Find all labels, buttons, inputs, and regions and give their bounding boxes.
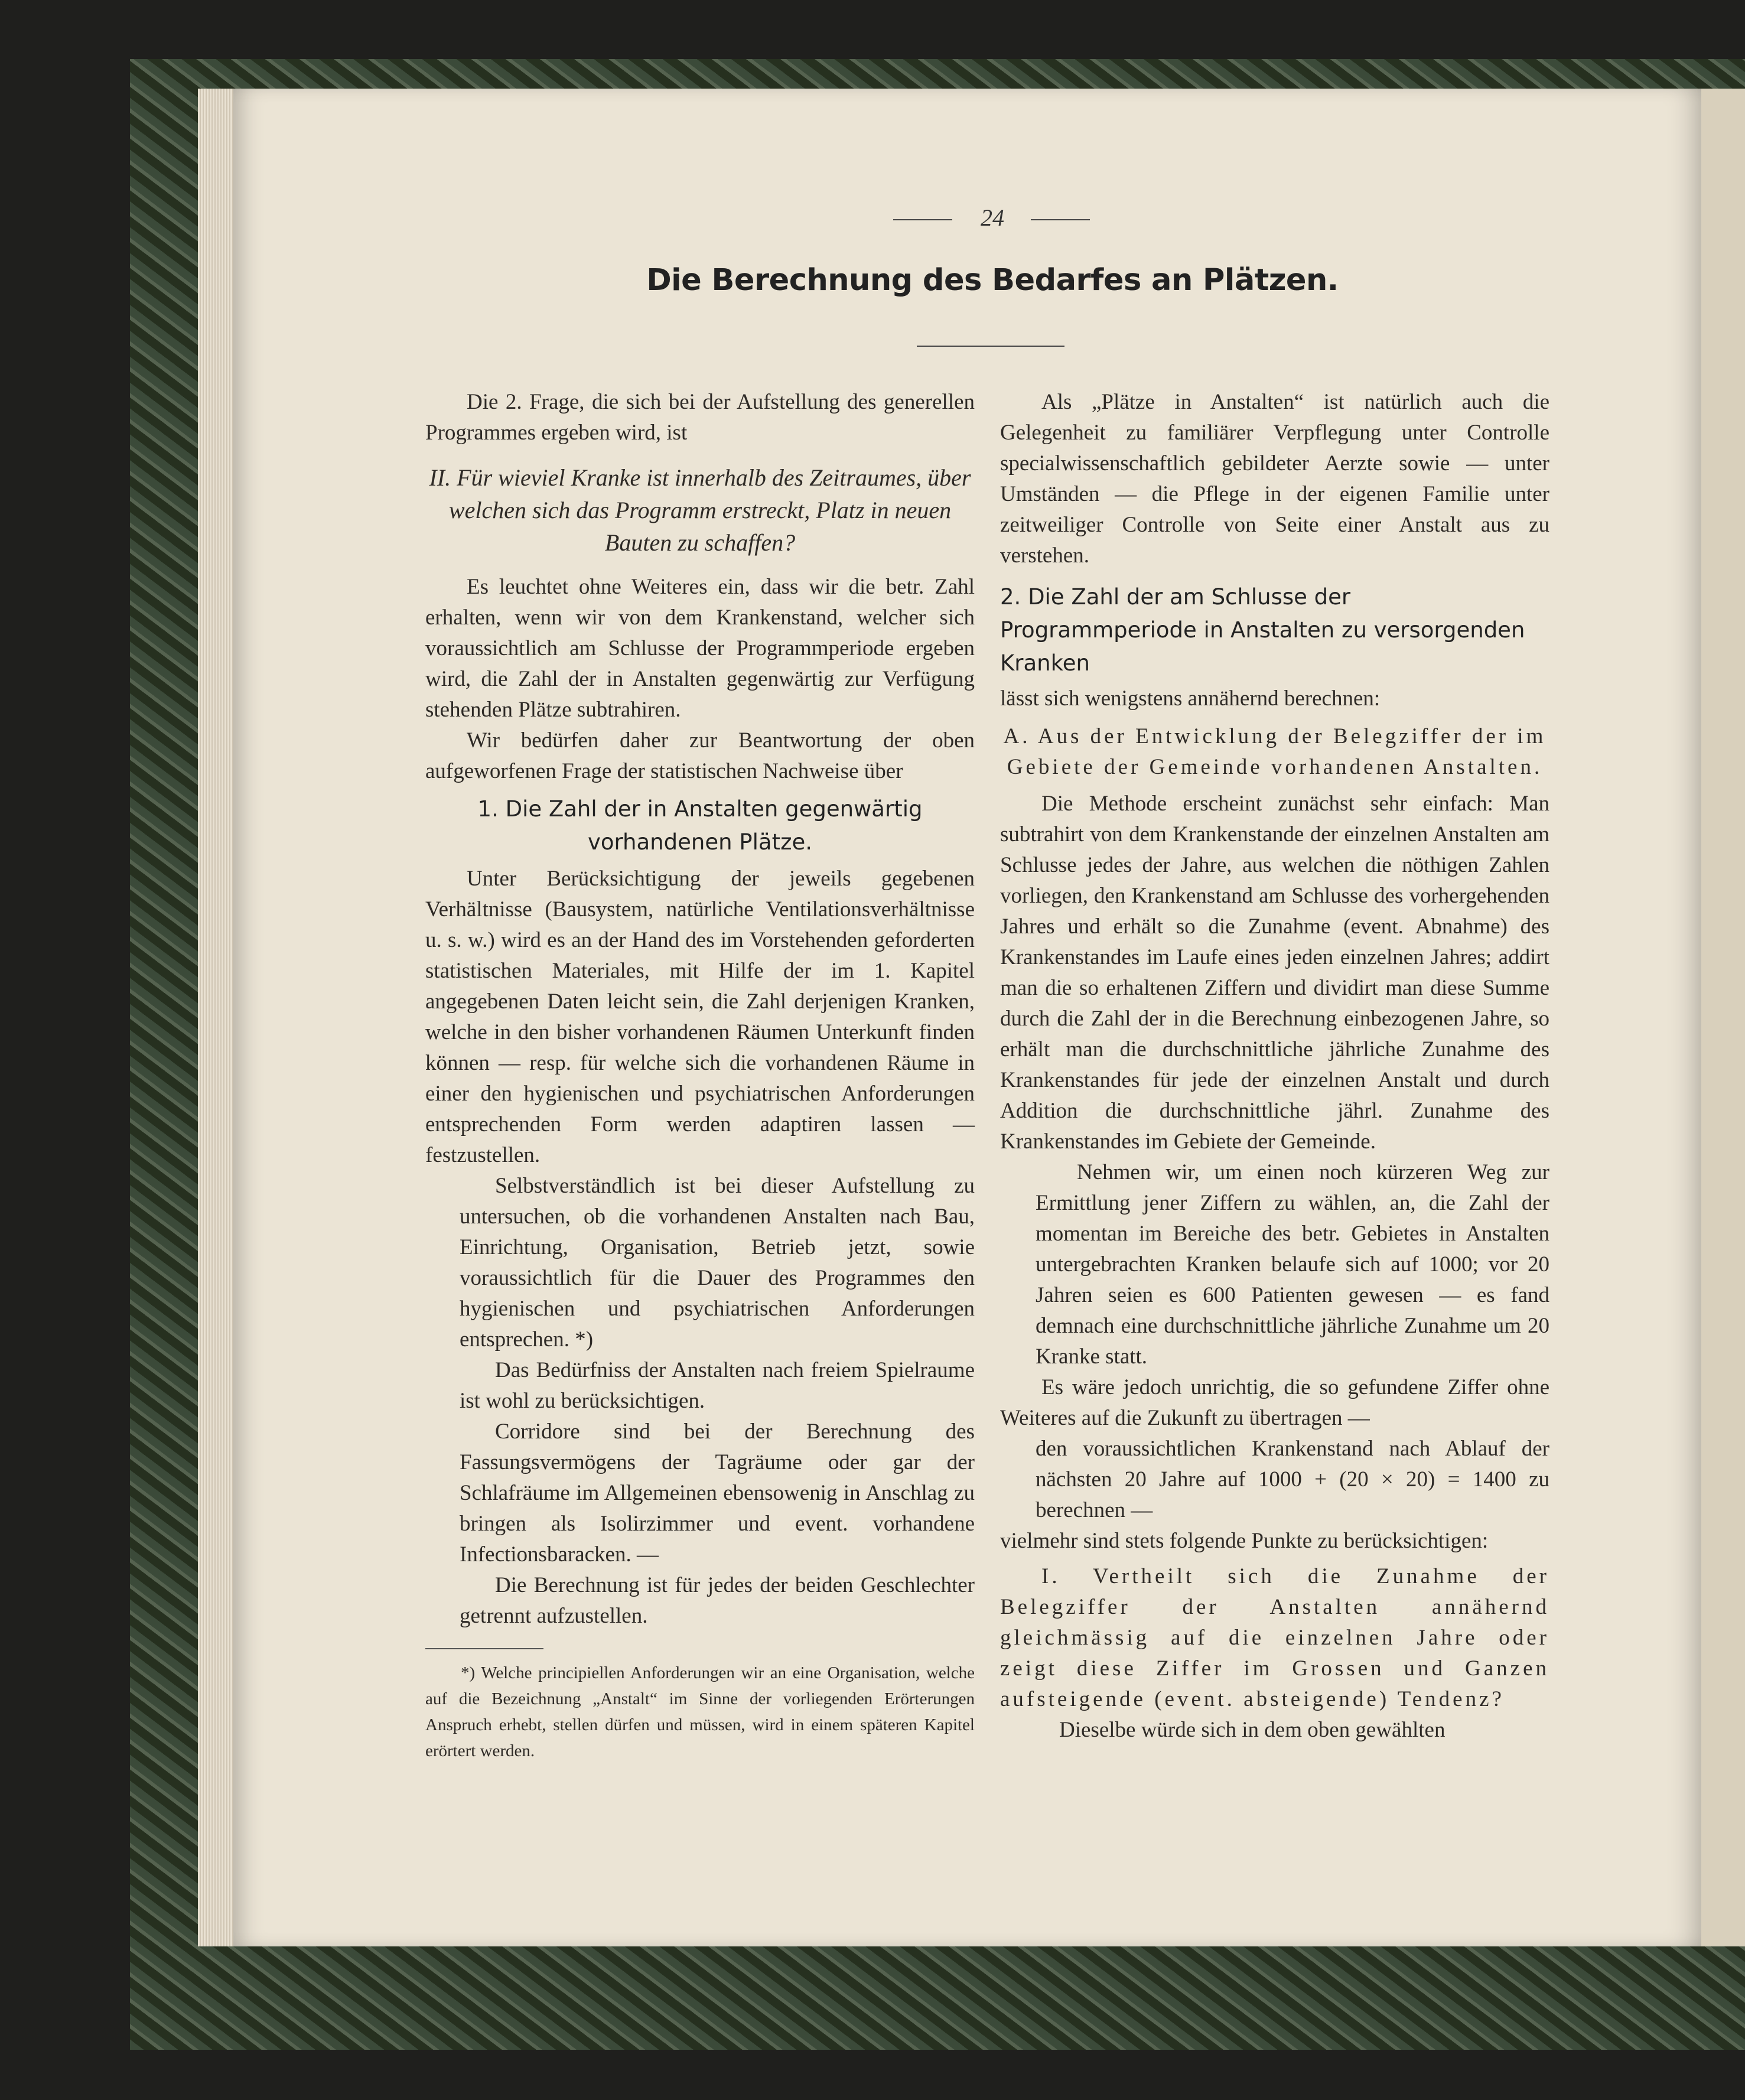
page-number: 24 — [981, 204, 1004, 231]
paragraph: Wir bedürfen daher zur Beantwortung der oben aufgeworfenen Frage der statistischen Nachweise über — [425, 728, 975, 783]
question-point-1: I. Vertheilt sich die Zunahme der Belegziffer der Anstalten annähernd gleichmässig auf die einzelnen Jahre oder zeigt diese Ziffer im Grossen und Ganzen aufsteigende (event. absteigende) Tendenz? — [1000, 1564, 1549, 1711]
left-column — [425, 387, 975, 1764]
paragraph: Dieselbe würde sich in dem oben gewählten — [1059, 1718, 1446, 1742]
section-heading-1: 1. Die Zahl der in Anstalten gegenwärtig vorhandenen Plätze. — [477, 796, 923, 855]
paragraph: Als „Plätze in Anstalten“ ist natürlich auch die Gelegenheit zu familiärer Verpflegung unter Controlle specialwissenschaftlich gebildeter Aerzte sowie — unter Umständen — die Pflege in der eigenen Familie unter zeitweiliger Controlle von Seite einer Anstalt aus zu verstehen. — [1000, 390, 1549, 568]
footnote-rule — [425, 1648, 543, 1649]
header-rule-right — [1031, 219, 1090, 220]
section-heading-2: 2. Die Zahl der am Schlusse der Programmperiode in Anstalten zu versorgenden Kranken — [1000, 584, 1525, 676]
paragraph: Es leuchtet ohne Weiteres ein, dass wir die betr. Zahl erhalten, wenn wir von dem Krankenstand, welcher sich voraussichtlich am Schlusse der Programmperiode ergeben wird, die Zahl der in Anstalten gegenwärtig zur Verfügung stehenden Plätze subtrahiren. — [425, 575, 975, 722]
indented-block — [425, 1171, 975, 1632]
paragraph: Corridore sind bei der Berechnung des Fassungsvermögens der Tagräume oder gar der Schlafräume im Allgemeinen ebensowenig in Anschlag zu bringen als Isolirzimmer und event. vorhandene Infectionsbaracken. — — [460, 1419, 975, 1567]
subheading-a: A. Aus der Entwicklung der Belegziffer der im Gebiete der Gemeinde vorhandenen Anstalten. — [1003, 724, 1547, 779]
page-title: Die Berechnung des Bedarfes an Plätzen. — [646, 263, 1339, 298]
paragraph: Die Methode erscheint zunächst sehr einfach: Man subtrahirt von dem Krankenstande der einzelnen Anstalten am Schlusse jedes der Jahre, aus welchen die nöthigen Zahlen vorliegen, den Krankenstand am Schlusse des vorhergehenden Jahres und erhält so die Zunahme (event. Abnahme) des Krankenstandes im Laufe eines jeden einzelnen Jahres; addirt man die so erhaltenen Ziffern und dividirt man diese Summe durch die Zahl der in die Berechnung einbezogenen Jahre, so erhält man die durchschnittliche jährliche Zunahme des Krankenstandes für jede der einzelnen Anstalt und durch Addition die durchschnittliche jährl. Zunahme des Krankenstandes im Gebiete der Gemeinde. — [1000, 792, 1549, 1154]
indented-block — [1000, 1434, 1549, 1526]
footnote — [425, 1660, 975, 1764]
paragraph: den voraussichtlichen Krankenstand nach Ablauf der nächsten 20 Jahre auf 1000 + (20 × 20) = 1400 zu berechnen — — [1036, 1437, 1549, 1522]
indented-block — [1000, 1157, 1549, 1372]
paragraph: Das Bedürfniss der Anstalten nach freiem Spielraume ist wohl zu berücksichtigen. — [460, 1358, 975, 1413]
paragraph: vielmehr sind stets folgende Punkte zu berücksichtigen: — [1000, 1529, 1489, 1553]
paragraph: Selbstverständlich ist bei dieser Aufstellung zu untersuchen, ob die vorhandenen Anstalten nach Bau, Einrichtung, Organisation, Betrieb jetzt, sowie voraussichtlich für die Dauer des Programmes den hygienischen und psychiatrischen Anforderungen entsprechen. *) — [460, 1174, 975, 1352]
paragraph: Nehmen wir, um einen noch kürzeren Weg zur Ermittlung jener Ziffern zu wählen, an, die Zahl der momentan im Bereiche des betr. Gebietes in Anstalten untergebrachten Kranken belaufe sich auf 1000; vor 20 Jahren seien es 600 Patienten gewesen — es fand demnach eine durchschnittliche jährliche Zunahme um 20 Kranke statt. — [1036, 1160, 1549, 1369]
paragraph: Es wäre jedoch unrichtig, die so gefundene Ziffer ohne Weiteres auf die Zukunft zu übertragen — — [1000, 1375, 1549, 1430]
facing-page-edge — [1701, 89, 1745, 1946]
intro-paragraph: Die 2. Frage, die sich bei der Aufstellung des generellen Programmes ergeben wird, ist — [425, 390, 975, 445]
right-column — [1000, 387, 1549, 1746]
paragraph: lässt sich wenigstens annähernd berechnen: — [1000, 686, 1381, 711]
paragraph: Die Berechnung ist für jedes der beiden Geschlechter getrennt aufzustellen. — [460, 1573, 975, 1628]
footnote-text: *) Welche principiellen Anforderungen wir an eine Organisation, welche auf die Bezeichnung „Anstalt“ im Sinne der vorliegenden Erörterungen Anspruch erhebt, stellen dürfen und müssen, wird in einem späteren Kapitel erörtert werden. — [425, 1663, 975, 1760]
paragraph: Unter Berücksichtigung der jeweils gegebenen Verhältnisse (Bausystem, natürliche Ventilationsverhältnisse u. s. w.) wird es an der Hand des im Vorstehenden geforderten statistischen Materiales, mit Hilfe der im 1. Kapitel angegebenen Daten leicht sein, die Zahl derjenigen Kranken, welche in den bisher vorhandenen Räumen Unterkunft finden können — resp. für welche sich die vorhandenen Räume in einer den hygienischen und psychiatrischen Anforderungen entsprechenden Form werden adaptiren lassen — festzustellen. — [425, 867, 975, 1167]
title-rule — [917, 346, 1064, 347]
question-two: II. Für wieviel Kranke ist innerhalb des Zeitraumes, über welchen sich das Programm erstreckt, Platz in neuen Bauten zu schaffen? — [429, 464, 971, 556]
header-rule-left — [893, 219, 952, 220]
